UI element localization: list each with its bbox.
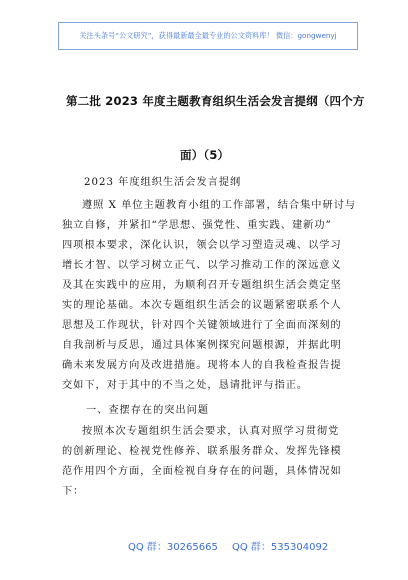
paragraph-line: 确未来发展方向及改进措施。现将本人的自我检查报告提 [62, 360, 342, 371]
paragraph-line: 四项根本要求，深化认识，领会以学习塑造灵魂、以学习 [62, 240, 342, 251]
paragraph-line: 交如下，对于其中的不当之处，恳请批评与指正。 [62, 380, 309, 391]
paragraph-line: 遵照 X 单位主题教育小组的工作部署，结合集中研讨与 [82, 200, 357, 211]
document-title-continued: 面）（5） [180, 148, 230, 162]
paragraph-line: 的创新理论、检视党性修养、联系服务群众、发挥先锋模 [62, 446, 342, 457]
qq-group-1: QQ 群：30265665 [128, 542, 218, 553]
section-heading [86, 401, 382, 421]
paragraph-line: 实的理论基础。本次专题组织生活会的议题紧密联系个人 [62, 300, 342, 311]
paragraph-line: 下： [62, 486, 85, 497]
subtitle-text: 2023 年度组织生活会发言提纲 [84, 177, 242, 188]
paragraph-line: 按照本次专题组织生活会要求，认真对照学习贯彻党 [82, 426, 340, 437]
qq-group-2: QQ 群：535304092 [232, 542, 329, 553]
section-paragraph [62, 422, 358, 502]
paragraph-line: 自我剖析与反思，通过具体案例探究问题根源，并据此明 [62, 340, 342, 351]
paragraph-line: 范作用四个方面，全面检视自身存在的问题，具体情况如 [62, 466, 342, 477]
paragraph-line: 及其在实践中的应用，为顺利召开专题组织生活会奠定坚 [62, 280, 342, 291]
document-title: 第二批 2023 年度主题教育组织生活会发言提纲（四个方 [66, 94, 365, 108]
heading-text: 一、查摆存在的突出问题 [86, 405, 210, 416]
intro-paragraph [62, 196, 358, 396]
promo-banner: 关注头条号“公文研究”，获得最新最全最专业的公文资料库！ 微信：gongwenyj [58, 22, 358, 50]
paragraph-line: 增长才智、以学习树立正气、以学习推动工作的深远意义 [62, 260, 342, 271]
document-subtitle [84, 173, 380, 193]
paragraph-line: 思想及工作现状，针对四个关键领域进行了全面而深刻的 [62, 320, 342, 331]
paragraph-line: 独立自修，并紧扣“学思想、强党性、重实践、建新功” [62, 220, 332, 231]
